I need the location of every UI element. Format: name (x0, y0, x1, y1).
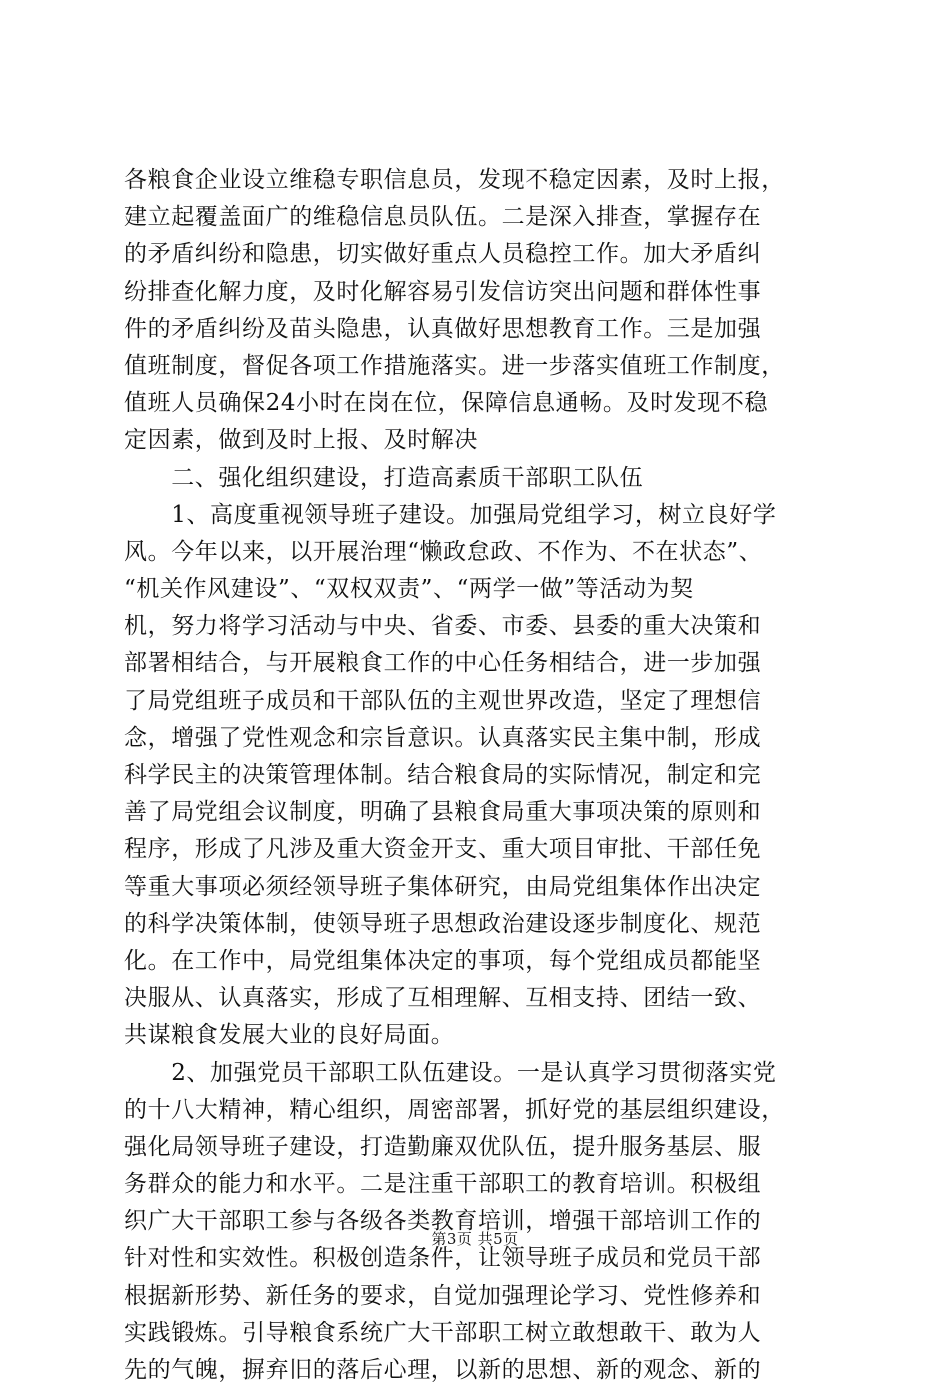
text-line: 共谋粮食发展大业的良好局面。 (124, 1022, 455, 1049)
text-line: 针对性和实效性。积极创造条件，让领导班子成员和党员干部 (124, 1245, 762, 1272)
page-number-footer: 第3页 共5页 (431, 1230, 519, 1248)
text-line: 科学民主的决策管理体制。结合粮食局的实际情况，制定和完 (124, 762, 762, 788)
text-line: “机关作风建设”、“双权双责”、“两学一做”等活动为契 (124, 576, 694, 603)
text-line: 值班制度，督促各项工作措施落实。进一步落实值班工作制度， (124, 352, 785, 379)
text-line: 风。今年以来，以开展治理“懒政怠政、不作为、不在状态”、 (124, 538, 763, 565)
document-body (124, 162, 836, 1389)
text-line: 的科学决策体制，使领导班子思想政治建设逐步制度化、规范 (124, 910, 762, 937)
text-line: 念，增强了党性观念和宗旨意识。认真落实民主集中制，形成 (124, 724, 762, 751)
text-line: 部署相结合，与开展粮食工作的中心任务相结合，进一步加强 (124, 650, 762, 677)
text-line: 的十八大精神，精心组织，周密部署，抓好党的基层组织建设， (124, 1096, 785, 1123)
text-line: 织广大干部职工参与各级各类教育培训，增强干部培训工作的 (124, 1208, 762, 1235)
text-line: 定因素，做到及时上报、及时解决 (124, 427, 478, 454)
text-line: 纷排查化解力度，及时化解容易引发信访突出问题和群体性事 (124, 278, 762, 305)
text-line: 的矛盾纠纷和隐患，切实做好重点人员稳控工作。加大矛盾纠 (124, 241, 762, 268)
text-line: 化。在工作中，局党组集体决定的事项，每个党组成员都能坚 (124, 947, 762, 974)
text-line: 强化局领导班子建设，打造勤廉双优队伍，提升服务基层、服 (124, 1133, 762, 1160)
text-line: 务群众的能力和水平。二是注重干部职工的教育培训。积极组 (124, 1171, 762, 1198)
text-line: 善了局党组会议制度，明确了县粮食局重大事项决策的原则和 (124, 799, 762, 826)
text-line: 值班人员确保24小时在岗在位，保障信息通畅。及时发现不稳 (124, 390, 769, 417)
text-line: 先的气魄，摒弃旧的落后心理，以新的思想、新的观念、新的 (124, 1357, 762, 1383)
text-line: 了局党组班子成员和干部队伍的主观世界改造，坚定了理想信 (124, 687, 762, 714)
text-line: 建立起覆盖面广的维稳信息员队伍。二是深入排查，掌握存在 (124, 204, 762, 231)
text-line: 件的矛盾纠纷及苗头隐患，认真做好思想教育工作。三是加强 (124, 315, 762, 342)
text-line: 实践锻炼。引导粮食系统广大干部职工树立敢想敢干、敢为人 (124, 1319, 762, 1346)
text-line: 2、加强党员干部职工队伍建设。一是认真学习贯彻落实党 (124, 1059, 777, 1086)
text-line: 决服从、认真落实，形成了互相理解、互相支持、团结一致、 (124, 985, 762, 1012)
text-line: 等重大事项必须经领导班子集体研究，由局党组集体作出决定 (124, 873, 762, 900)
text-line: 各粮食企业设立维稳专职信息员，发现不稳定因素，及时上报， (124, 167, 785, 193)
text-line: 程序，形成了凡涉及重大资金开支、重大项目审批、干部任免 (124, 836, 762, 863)
text-line: 1、高度重视领导班子建设。加强局党组学习，树立良好学 (124, 501, 777, 528)
text-line: 机，努力将学习活动与中央、省委、市委、县委的重大决策和 (124, 613, 762, 640)
text-line: 根据新形势、新任务的要求，自觉加强理论学习、党性修养和 (124, 1282, 762, 1309)
text-line: 二、强化组织建设，打造高素质干部职工队伍 (124, 464, 644, 491)
